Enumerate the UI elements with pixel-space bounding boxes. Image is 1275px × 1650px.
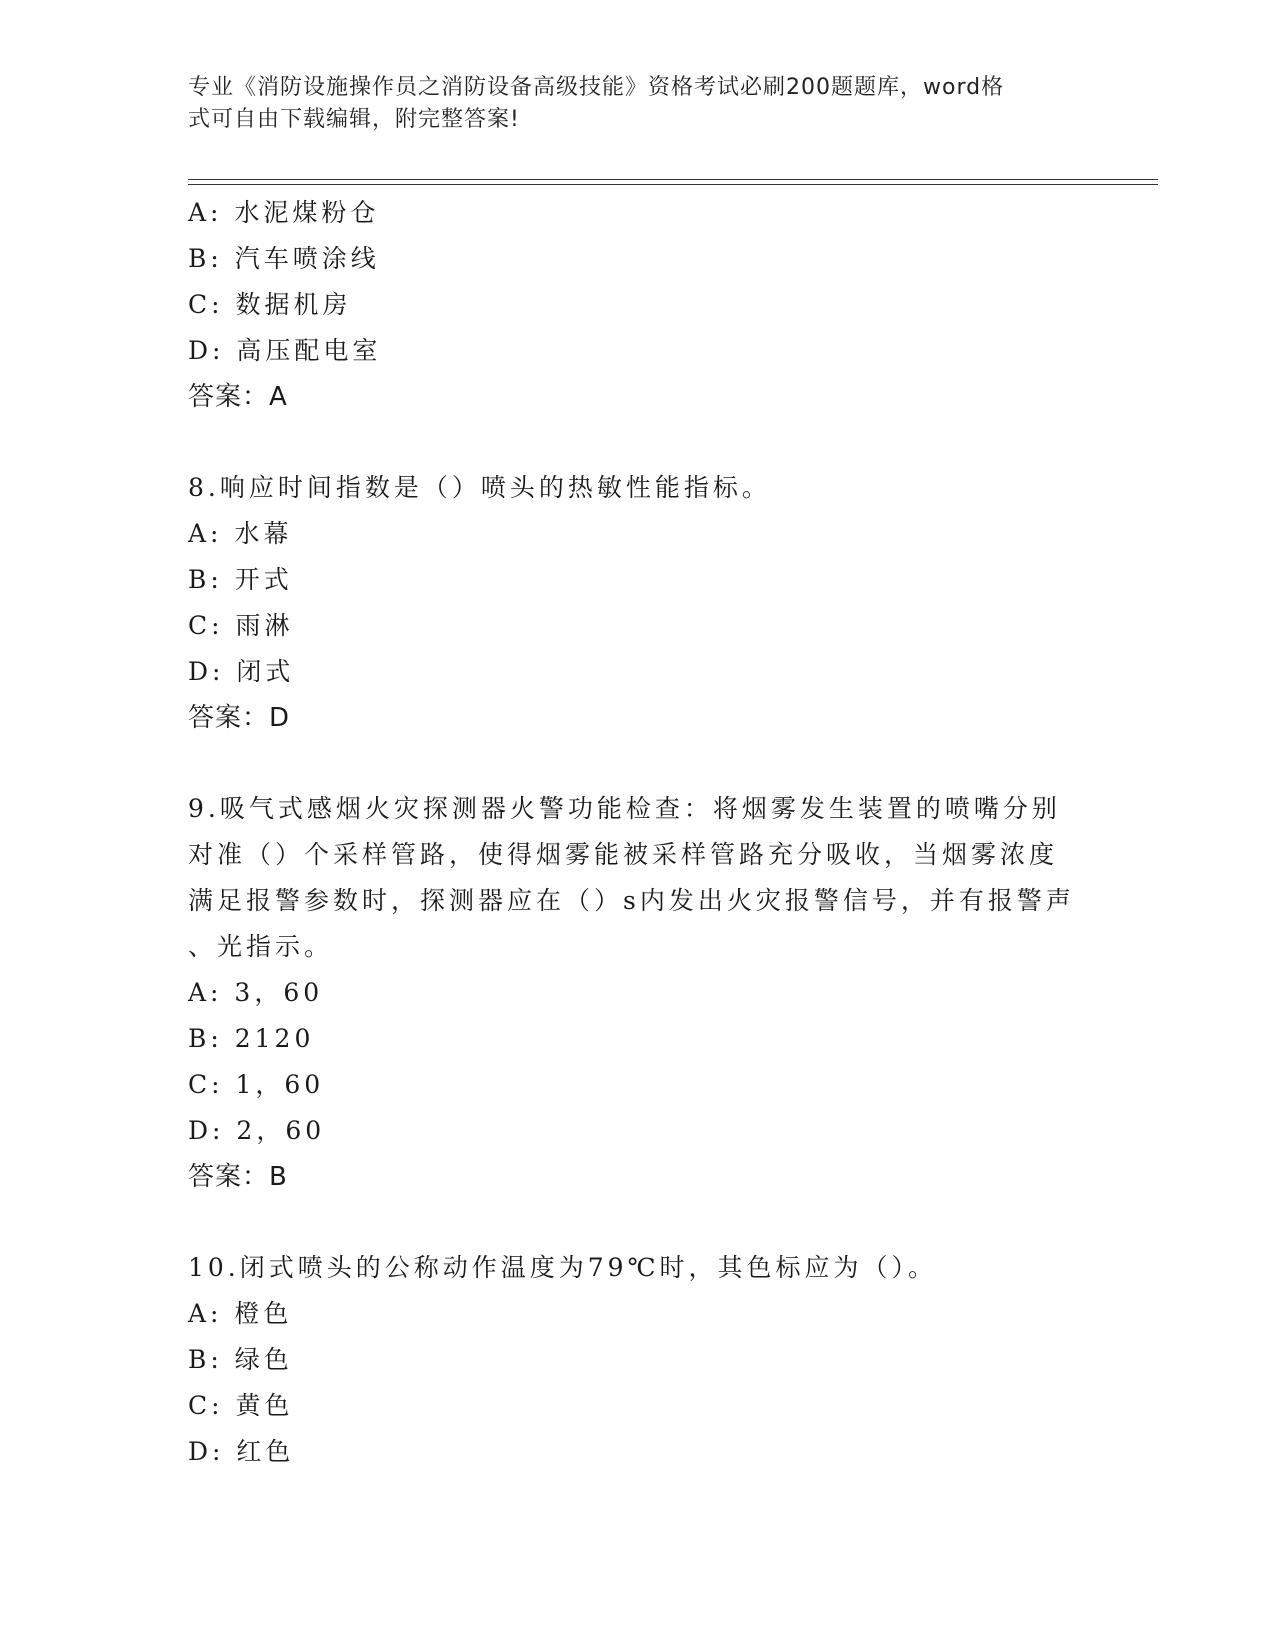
option-c: C: 数据机房 [188, 290, 352, 319]
option-d: D: 红色 [188, 1437, 295, 1466]
option-c: C: 黄色 [188, 1391, 294, 1420]
question-10 [188, 1245, 1088, 1475]
option-d: D: 闭式 [188, 657, 295, 686]
question-list [188, 190, 1088, 1475]
question-stem-line-3: 满足报警参数时，探测器应在（）s内发出火灾报警信号，并有报警声 [188, 886, 1075, 915]
option-a: A: 橙色 [188, 1299, 293, 1328]
option-a: A: 3，60 [188, 978, 324, 1007]
option-b: B: 绿色 [188, 1345, 293, 1374]
header-divider-top [188, 179, 1158, 180]
option-d: D: 高压配电室 [188, 336, 382, 365]
question-stem-line-4: 、光指示。 [188, 932, 334, 961]
header-line-2: 式可自由下载编辑，附完整答案! [188, 107, 520, 132]
option-b: B: 汽车喷涂线 [188, 244, 380, 273]
option-a: A: 水幕 [188, 519, 293, 548]
question-stem-line-1: 9.吸气式感烟火灾探测器火警功能检查：将烟雾发生装置的喷嘴分别 [188, 794, 1061, 823]
question-stem: 8.响应时间指数是（）喷头的热敏性能指标。 [188, 473, 771, 502]
question-stem-line-2: 对准（）个采样管路，使得烟雾能被采样管路充分吸收，当烟雾浓度 [188, 840, 1059, 869]
option-b: B: 2120 [188, 1024, 315, 1053]
answer-line: 答案：D [188, 703, 291, 733]
header-divider-bottom [188, 184, 1158, 185]
header-line-1: 专业《消防设施操作员之消防设备高级技能》资格考试必刷200题题库，word格 [188, 75, 1005, 100]
option-d: D: 2，60 [188, 1116, 326, 1145]
question-8 [188, 465, 1088, 741]
option-b: B: 开式 [188, 565, 293, 594]
option-a: A: 水泥煤粉仓 [188, 198, 380, 227]
answer-line: 答案：B [188, 1162, 288, 1192]
answer-line: 答案：A [188, 382, 288, 412]
option-c: C: 雨淋 [188, 611, 294, 640]
document-header [188, 72, 1068, 136]
option-c: C: 1，60 [188, 1070, 325, 1099]
question-7 [188, 190, 1088, 420]
question-stem: 10.闭式喷头的公称动作温度为79℃时，其色标应为（）。 [188, 1253, 938, 1282]
question-9 [188, 786, 1088, 1200]
